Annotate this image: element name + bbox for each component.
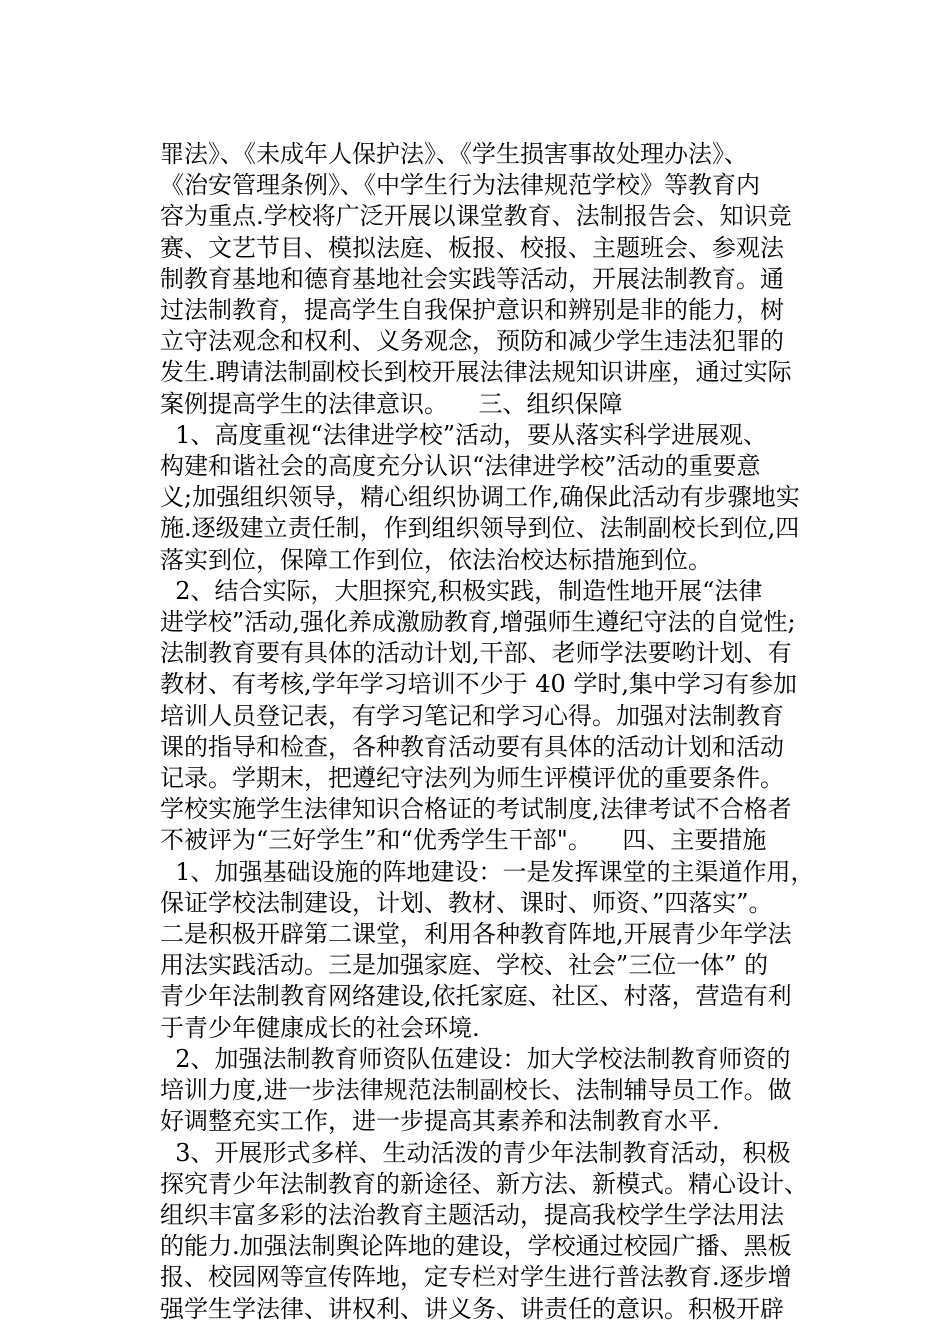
text-line: 二是积极开辟第二课堂，利用各种教育阵地,开展青少年学法 [160,920,792,949]
text-line: 课的指导和检查，各种教育活动要有具体的活动计划和活动 [160,732,784,761]
text-line: 立守法观念和权利、义务观念，预防和减少学生违法犯罪的 [160,327,784,356]
text-line: 1、高度重视“法律进学校”活动，要从落实科学进展观、 [160,420,768,449]
text-line: 进学校”活动,强化养成激励教育,增强师生遵纪守法的自觉性; [160,608,796,637]
text-line: 施.逐级建立责任制，作到组织领导到位、法制副校长到位,四 [160,514,800,543]
text-line: 培训人员登记表，有学习笔记和学习心得。加强对法制教育 [160,701,784,730]
text-line: 赛、文艺节目、模拟法庭、板报、校报、主题班会、参观法 [160,233,784,262]
text-line: 罪法》、《未成年人保护法》、《学生损害事故处理办法》、 [160,140,748,168]
text-line: 青少年法制教育网络建设,依托家庭、社区、村落，营造有利 [160,982,792,1011]
text-line: 落实到位，保障工作到位，依法治校达标措施到位。 [160,545,712,574]
text-line: 的能力.加强法制舆论阵地的建设，学校通过校园广播、黑板 [160,1232,792,1261]
text-line: 1、加强基础设施的阵地建设：一是发挥课堂的主渠道作用， [160,857,815,886]
text-line: 3、开展形式多样、生动活泼的青少年法制教育活动，积极 [160,1138,791,1167]
text-line: 法制教育要有具体的活动计划,干部、老师学法要哟计划、有 [160,639,792,668]
document-page [160,139,860,1325]
text-line: 《治安管理条例》、《中学生行为法律规范学校》等教育内 [160,171,760,200]
text-line: 保证学校法制建设，计划、教材、课时、师资、”四落实”。 [160,888,773,917]
text-line: 义;加强组织领导，精心组织协调工作,确保此活动有步骤地实 [160,483,800,512]
text-line: 记录。学期末，把遵纪守法列为师生评模评优的重要条件。 [160,764,784,793]
text-line: 强学生学法律、讲权利、讲义务、讲责任的意识。积极开辟 [160,1294,784,1323]
text-line: 案例提高学生的法律意识。 三、组织保障 [160,389,623,418]
text-line: 报、校园网等宣传阵地，定专栏对学生进行普法教育.逐步增 [160,1263,792,1292]
text-line: 2、加强法制教育师资队伍建设：加大学校法制教育师资的 [160,1044,791,1073]
text-line: 过法制教育，提高学生自我保护意识和辨别是非的能力，树 [160,296,784,325]
text-line: 容为重点.学校将广泛开展以课堂教育、法制报告会、知识竞 [160,202,792,231]
text-line: 学校实施学生法律知识合格证的考试制度,法律考试不合格者 [160,795,792,824]
text-line: 好调整充实工作，进一步提高其素养和法制教育水平. [160,1107,720,1136]
text-line: 教材、有考核,学年学习培训不少于 40 学时,集中学习有参加 [160,670,798,699]
text-line: 制教育基地和德育基地社会实践等活动，开展法制教育。通 [160,264,784,293]
text-line: 2、结合实际，大胆探究,积极实践，制造性地开展“法律 [160,576,763,605]
text-line: 构建和谐社会的高度充分认识“法律进学校”活动的重要意 [160,452,761,481]
text-line: 探究青少年法制教育的新途径、新方法、新模式。精心设计、 [160,1169,808,1198]
text-line: 培训力度,进一步法律规范法制副校长、法制辅导员工作。做 [160,1076,792,1105]
text-line: 用法实践活动。三是加强家庭、学校、社会”三位一体” 的 [160,951,769,980]
text-line: 不被评为“三好学生”和“优秀学生干部"。 四、主要措施 [160,826,767,855]
text-line: 发生.聘请法制副校长到校开展法律法规知识讲座，通过实际 [160,358,792,387]
text-line: 于青少年健康成长的社会环境. [160,1013,480,1042]
text-line: 组织丰富多彩的法治教育主题活动，提高我校学生学法用法 [160,1200,784,1229]
